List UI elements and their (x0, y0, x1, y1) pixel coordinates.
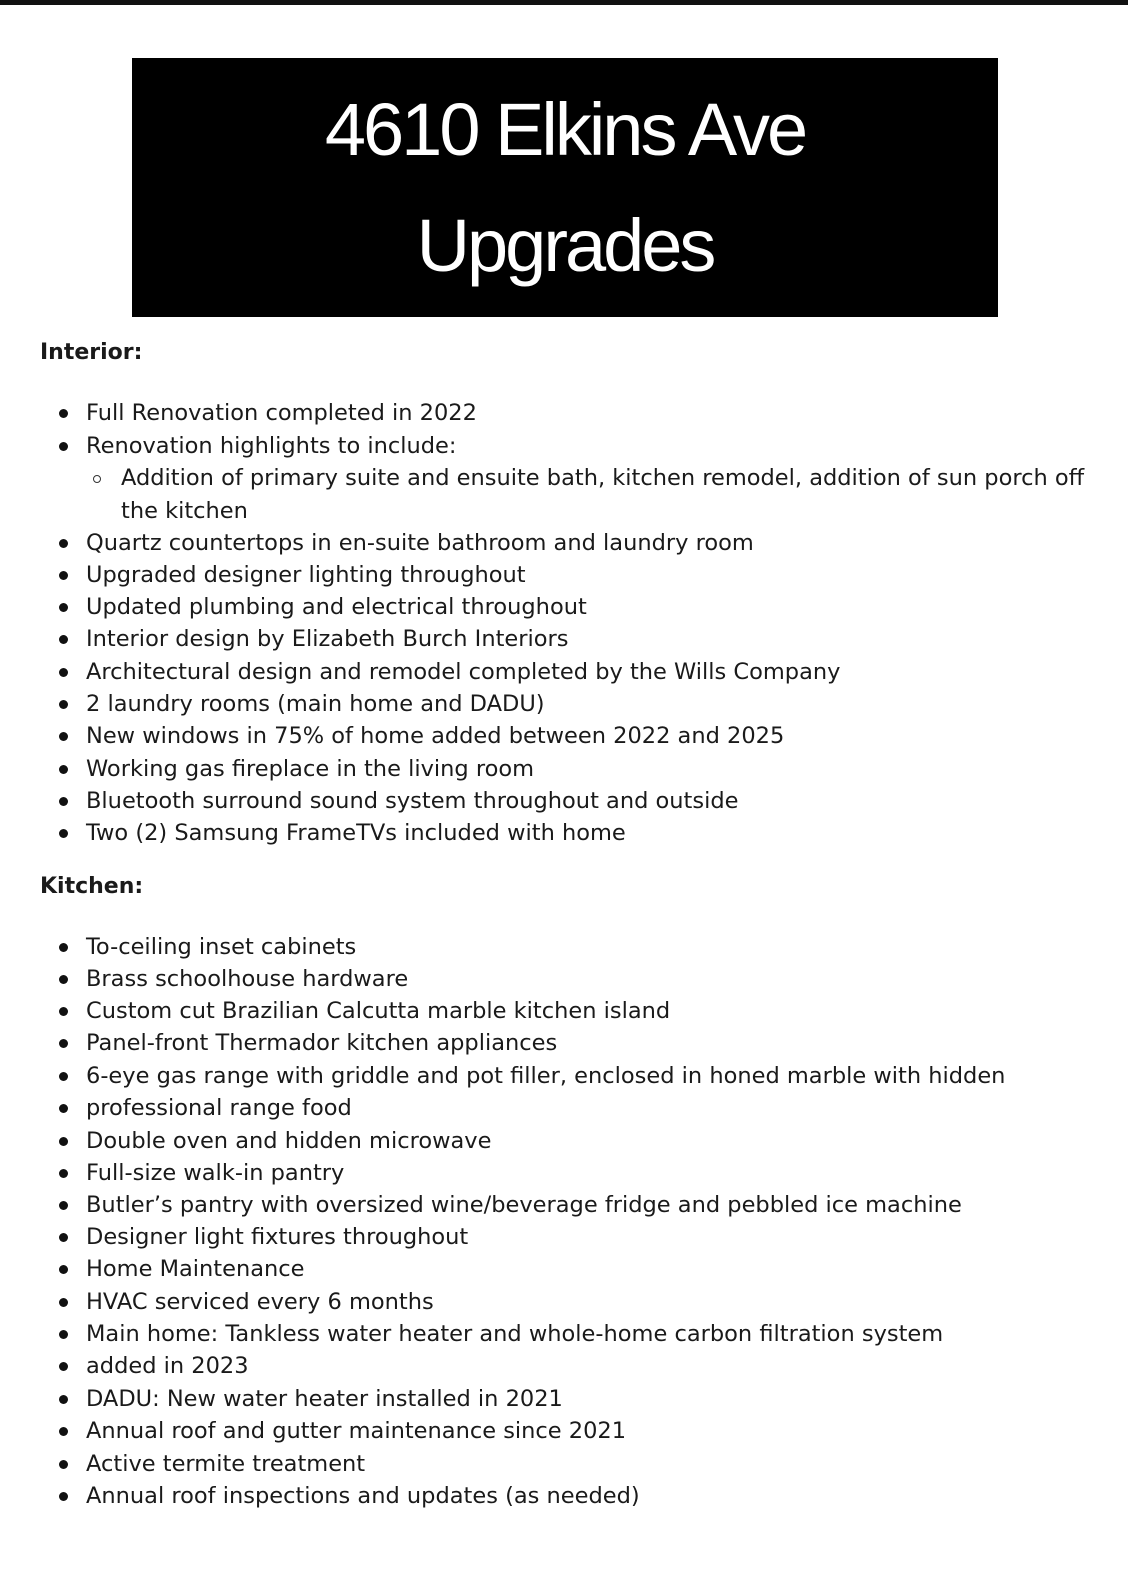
bullet-icon (59, 442, 68, 451)
bullet-icon (59, 1362, 68, 1371)
bullet-icon (59, 1492, 68, 1501)
bullet-icon (59, 765, 68, 774)
title-banner (132, 58, 998, 317)
bullet-icon (59, 1330, 68, 1339)
bullet-icon (59, 1265, 68, 1274)
bullet-icon (59, 975, 68, 984)
bullet-icon (59, 943, 68, 952)
bullet-icon (59, 1137, 68, 1146)
bullet-icon (59, 1233, 68, 1242)
bullet-icon (59, 700, 68, 709)
bullet-icon (59, 1201, 68, 1210)
bullet-icon (59, 571, 68, 580)
bullet-icon (59, 409, 68, 418)
title-line-1: 4610 Elkins Ave (324, 87, 806, 171)
bullet-icon (59, 1007, 68, 1016)
bullet-icon (59, 829, 68, 838)
bullet-icon (59, 732, 68, 741)
bullet-icon (59, 1104, 68, 1113)
kitchen-heading: Kitchen: (40, 874, 144, 899)
bullet-icon (59, 1298, 68, 1307)
bullet-icon (59, 1395, 68, 1404)
bullet-icon (59, 1460, 68, 1469)
circle-bullet-icon (93, 475, 101, 483)
interior-heading: Interior: (40, 340, 143, 365)
title-line-2: Upgrades (416, 203, 714, 287)
bullet-icon (59, 797, 68, 806)
bullet-icon (59, 1169, 68, 1178)
bullet-icon (59, 668, 68, 677)
bullet-icon (59, 1427, 68, 1436)
bullet-icon (59, 539, 68, 548)
bullet-icon (59, 1072, 68, 1081)
bullet-icon (59, 635, 68, 644)
bullet-icon (59, 1039, 68, 1048)
bullet-icon (59, 603, 68, 612)
top-border (0, 0, 1128, 5)
